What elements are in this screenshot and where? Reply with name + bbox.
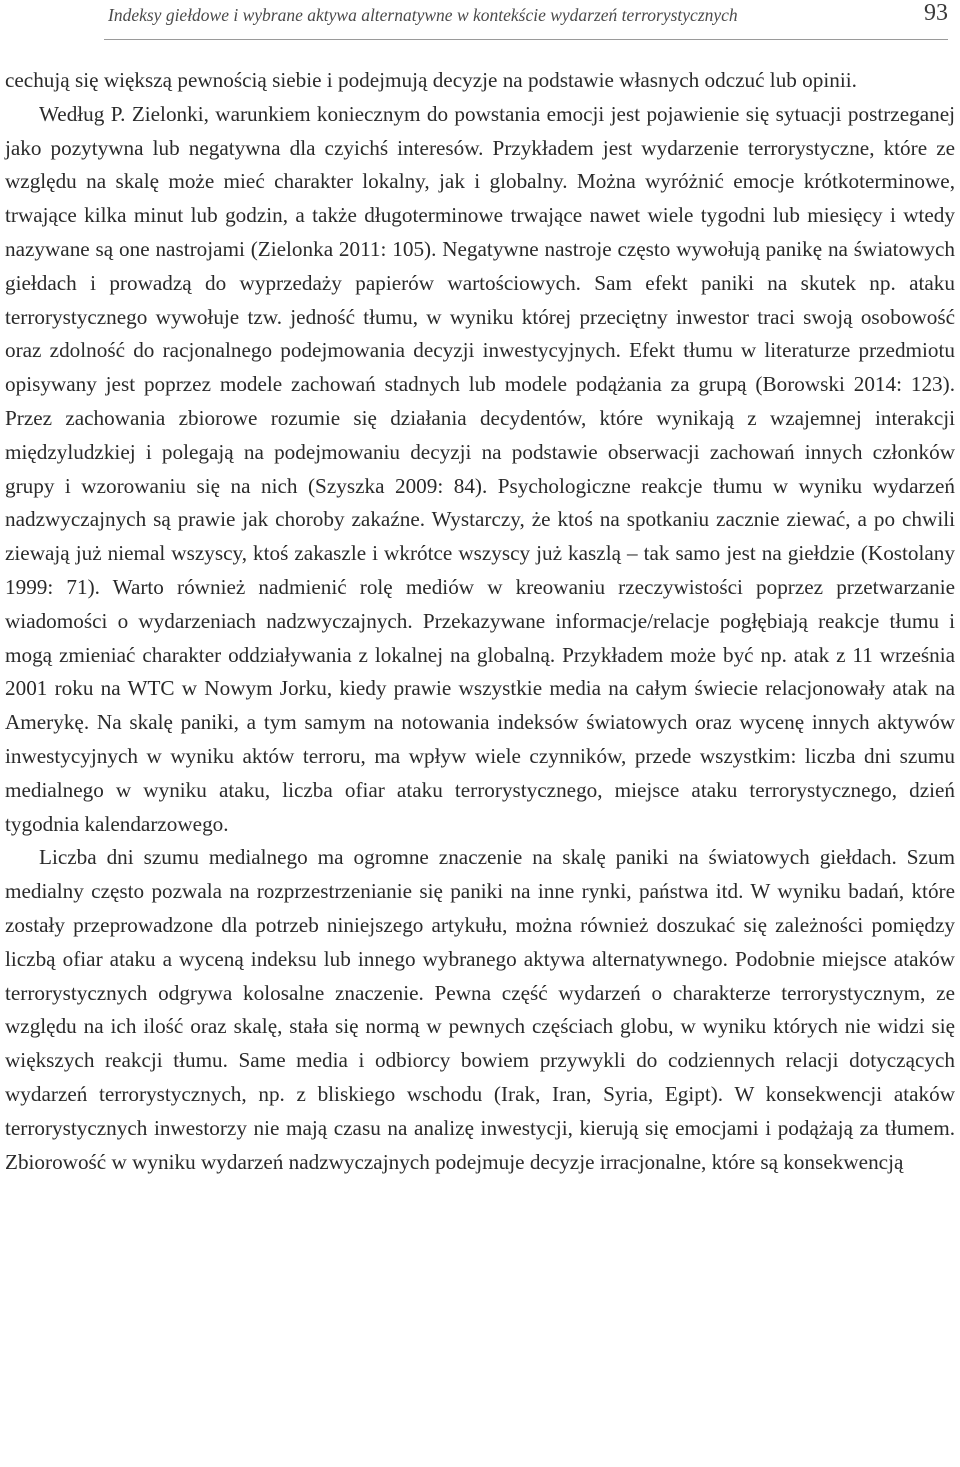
paragraph: Liczba dni szumu medialnego ma ogromne znaczenie na skalę paniki na światowych giełdach. Szum medialny często pozwala na rozprzestrzenianie się paniki na inne rynki, państwa itd. W wyniku badań, które zostały przeprowadzone dla potrzeb niniejszego artykułu, można również doszukać się zależności pomiędzy liczbą ofiar ataku a wyceną indeksu lub innego wybranego aktywa alternatywnego. Podobnie miejsce ataków terrorystycznych odgrywa kolosalne znaczenie. Pewna część wydarzeń o charakterze terrorystycznym, ze względu na ich ilość oraz skalę, stała się normą w pewnych częściach globu, w wyniku których nie widzi się większych reakcji tłumu. Same media i odbiorcy bowiem przywykli do codziennych relacji dotyczących wydarzeń terrorystycznych, np. z bliskiego wschodu (Irak, Iran, Syria, Egipt). W konsekwencji ataków terrorystycznych inwestorzy nie mają czasu na analizę inwestycji, kierują się emocjami i podążają za tłumem. Zbiorowość w wyniku wydarzeń nadzwyczajnych podejmuje decyzje irracjonalne, które są konsekwencją bbox=[5, 845, 955, 1174]
paragraph: Według P. Zielonki, warunkiem koniecznym do powstania emocji jest pojawienie się sytuacji postrzeganej jako pozytywna lub negatywna dla czyichś interesów. Przykładem jest wydarzenie terrorystyczne, które ze względu na skalę może mieć charakter lokalny, jak i globalny. Można wyróżnić emocje krótkoterminowe, trwające kilka minut lub godzin, a także długoterminowe trwające nawet wiele tygodni lub miesięcy i wtedy nazywane są one nastrojami (Zielonka 2011: 105). Negatywne nastroje często wywołują panikę na światowych giełdach i prowadzą do wyprzedaży papierów wartościowych. Sam efekt paniki na skutek np. ataku terrorystycznego wywołuje tzw. jedność tłumu, w wyniku której przeciętny inwestor traci swoją osobowość oraz zdolność do racjonalnego podejmowania decyzji inwestycyjnych. Efekt tłumu w literaturze przedmiotu opisywany jest poprzez modele zachowań stadnych lub modele podążania za grupą (Borowski 2014: 123). Przez zachowania zbiorowe rozumie się działania decydentów, które wynikają z wzajemnej interakcji międzyludzkiej i polegają na podejmowaniu decyzji na podstawie obserwacji zachowań innych członków grupy i wzorowaniu się na nich (Szyszka 2009: 84). Psychologiczne reakcje tłumu w wyniku wydarzeń nadzwyczajnych są prawie jak choroby zakaźne. Wystarczy, że ktoś na spotkaniu zacznie ziewać, a po chwili ziewają już niemal wszyscy, ktoś zakaszle i wkrótce wszyscy już kaszlą – tak samo jest na giełdzie (Kostolany 1999: 71). Warto również nadmienić rolę mediów w kreowaniu rzeczywistości poprzez przetwarzanie wiadomości o wydarzeniach nadzwyczajnych. Przekazywane informacje/relacje pogłębiają reakcje tłumu i mogą zmieniać charakter oddziaływania z lokalnej na globalną. Przykładem może być np. atak z 11 września 2001 roku na WTC w Nowym Jorku, kiedy prawie wszystkie media na całym świecie relacjonowały atak na Amerykę. Na skalę paniki, a tym samym na notowania indeksów światowych oraz wycenę innych aktywów inwestycyjnych w wyniku aktów terroru, ma wpływ wiele czynników, przede wszystkim: liczba dni szumu medialnego w wyniku ataku, liczba ofiar ataku terrorystycznego, miejsce ataku terrorystycznego, dzień tygodnia kalendarzowego. bbox=[5, 101, 955, 836]
running-header bbox=[0, 0, 960, 44]
page-number: 93 bbox=[924, 0, 948, 26]
running-title: Indeksy giełdowe i wybrane aktywa alternatywne w kontekście wydarzeń terrorystycznych bbox=[108, 5, 738, 25]
paragraph-continuation: cechują się większą pewnością siebie i podejmują decyzje na podstawie własnych odczuć lub opinii. bbox=[5, 68, 857, 92]
body-text bbox=[5, 64, 955, 1179]
header-rule bbox=[104, 39, 948, 40]
